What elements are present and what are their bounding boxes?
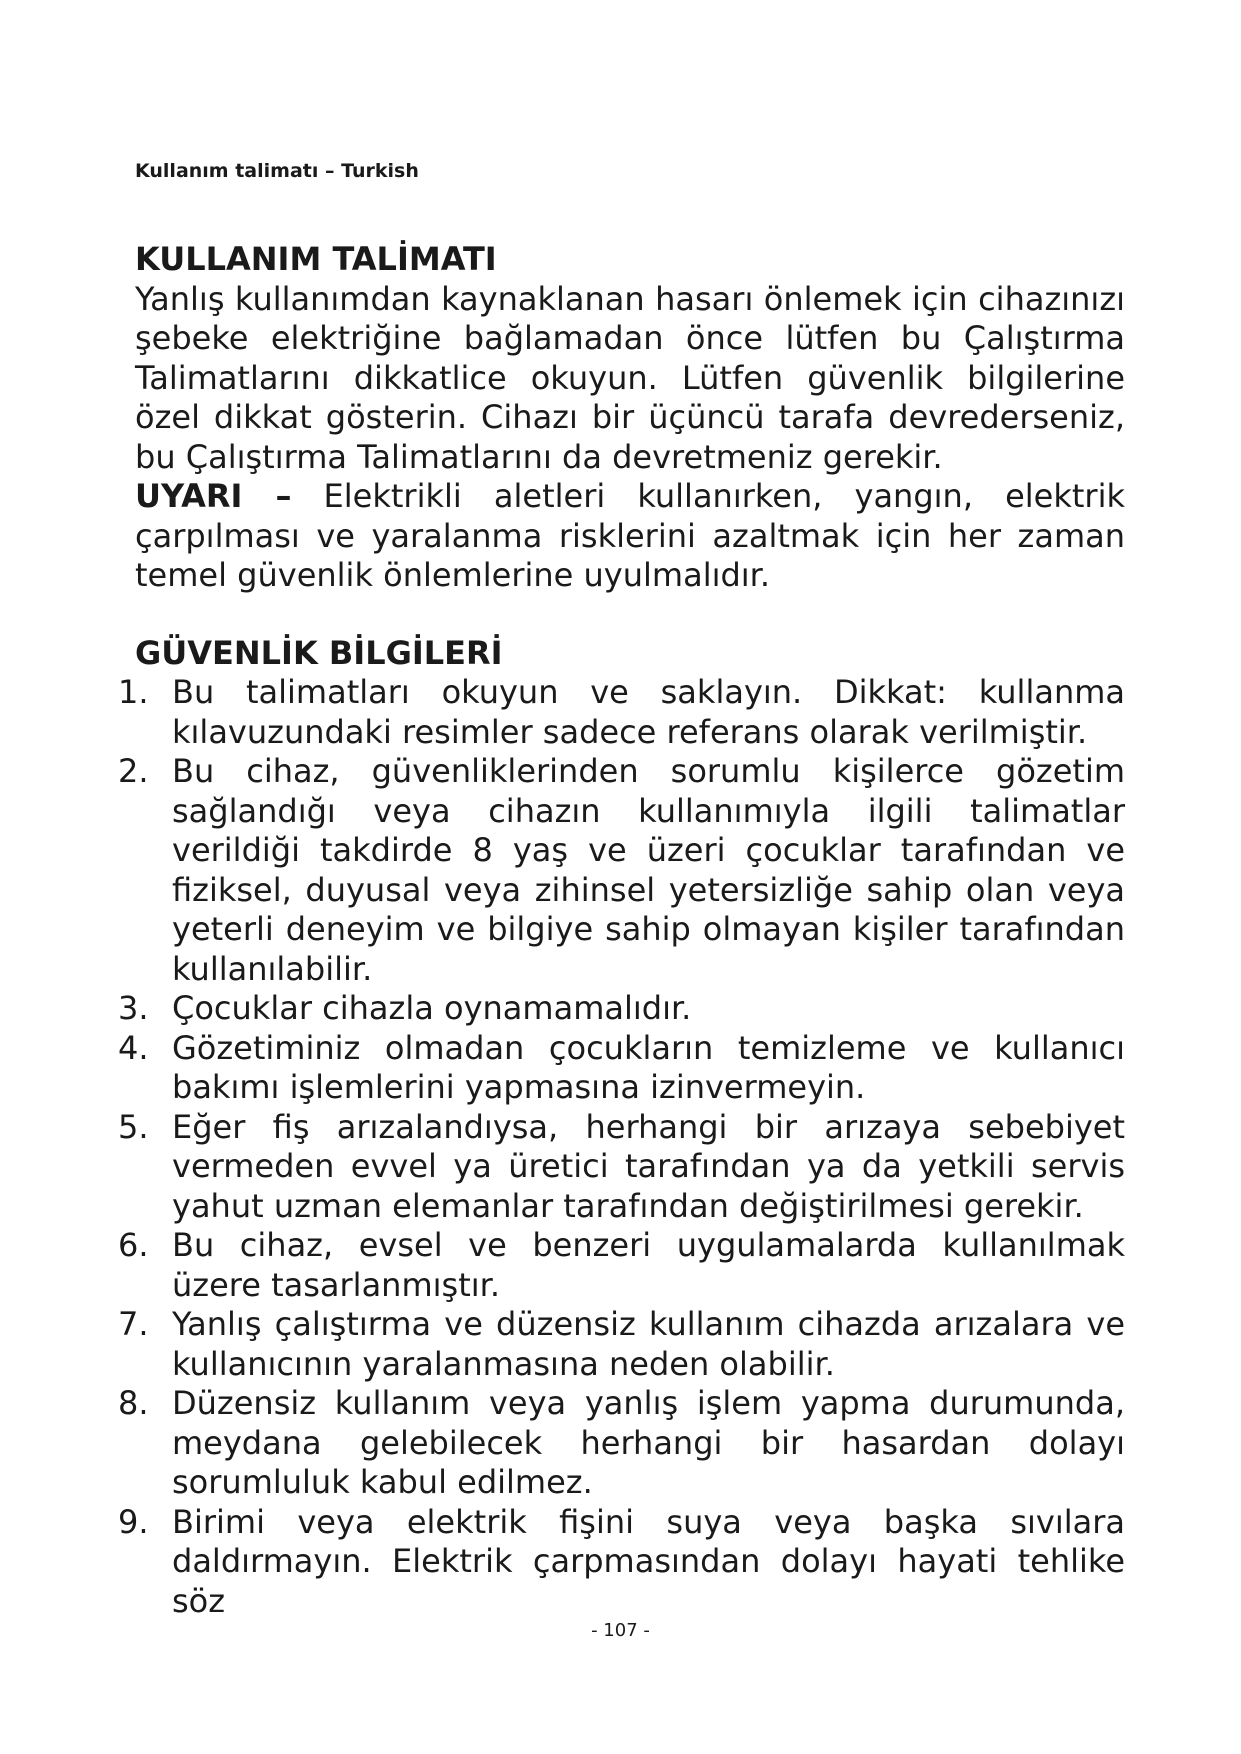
list-item-number: 2. [118,752,149,790]
list-item [118,1502,1125,1622]
list-item-text: Yanlış çalıştırma ve düzensiz kullanım cihazda arızalara ve kullanıcının yaralanmasına neden olabilir. [172,1305,1125,1383]
list-item [118,989,1125,1029]
list-item [118,1305,1125,1384]
warning-paragraph [135,477,1125,596]
list-item-number: 8. [118,1384,149,1422]
list-item-number: 7. [118,1305,149,1343]
list-item-number: 9. [118,1502,149,1541]
warning-text: Elektrikli aletleri kullanırken, yangın, elektrik çarpılması ve yaralanma risklerini azaltmak için her zaman temel güvenlik önlemlerine uyulmalıdır. [135,477,1126,594]
list-item-number: 1. [118,673,149,711]
document-header-label: Kullanım talimatı – Turkish [135,160,419,182]
intro-paragraph: Yanlış kullanımdan kaynaklanan hasarı önlemek için cihazınızı şebeke elektriğine bağlamadan önce lütfen bu Çalıştırma Talimatlarını dikkatlice okuyun. Lütfen güvenlik bilgilerine özel dikkat gösterin. Cihazı bir üçüncü tarafa devrederseniz, bu Çalıştırma Talimatlarını da devretmeniz gerekir. [135,279,1125,476]
list-item-text: Eğer fiş arızalandıysa, herhangi bir arızaya sebebiyet vermeden evvel ya üretici tarafından ya da yetkili servis yahut uzman elemanlar tarafından değiştirilmesi gerekir. [172,1107,1125,1225]
list-item-text: Gözetiminiz olmadan çocukların temizleme ve kullanıcı bakımı işlemlerini yapmasına izinvermeyin. [172,1028,1125,1106]
list-item-text: Çocuklar cihazla oynamamalıdır. [172,989,692,1027]
list-item [118,752,1125,989]
list-item-text: Düzensiz kullanım veya yanlış işlem yapma durumunda, meydana gelebilecek herhangi bir hasardan dolayı sorumluluk kabul edilmez. [172,1384,1125,1501]
usage-instructions-title: KULLANIM TALİMATI [135,240,497,278]
list-item [118,1384,1125,1503]
safety-info-title: GÜVENLİK BİLGİLERİ [135,633,503,672]
list-item-text: Bu cihaz, evsel ve benzeri uygulamalarda kullanılmak üzere tasarlanmıştır. [172,1226,1125,1304]
document-content [118,240,1126,1621]
list-item-number: 5. [118,1107,149,1146]
list-item-text: Birimi veya elektrik fişini suya veya başka sıvılara daldırmayın. Elektrik çarpmasından dolayı hayati tehlike söz [172,1502,1125,1620]
list-item-text: Bu talimatları okuyun ve saklayın. Dikkat: kullanma kılavuzundaki resimler sadece referans olarak verilmiştir. [172,673,1125,751]
warning-label: UYARI – [135,477,292,515]
list-item-number: 6. [118,1226,149,1264]
list-item [118,673,1125,752]
list-item [118,1226,1125,1305]
list-item [118,1028,1125,1108]
list-item-number: 3. [118,989,149,1027]
list-item-text: Bu cihaz, güvenliklerinden sorumlu kişilerce gözetim sağlandığı veya cihazın kullanımıyla ilgili talimatlar verildiği takdirde 8 yaş ve üzeri çocuklar tarafından ve fiziksel, duyusal veya zihinsel yetersizliğe sahip olan veya yeterli deneyim ve bilgiye sahip olmayan kişiler tarafından kullanılabilir. [172,752,1125,988]
list-item [118,1107,1125,1227]
list-item-number: 4. [118,1028,149,1067]
safety-list [118,673,1125,1621]
page-number: - 107 - [591,1620,650,1641]
